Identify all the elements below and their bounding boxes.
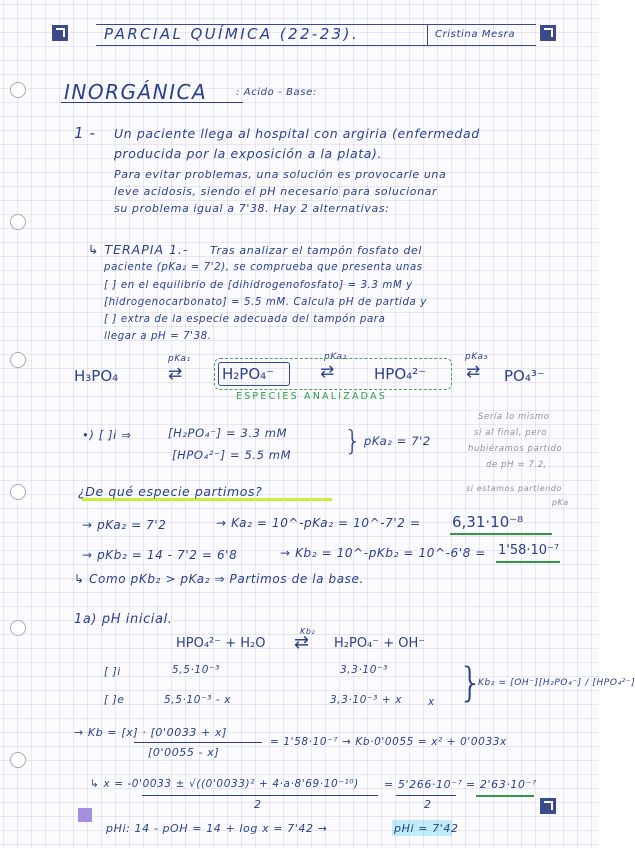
x-denominator: 2 [254, 798, 262, 811]
result-underline [496, 561, 560, 563]
kb-equation-numerator: → Kb = [x] · [0'0033 + x] [74, 726, 228, 739]
side-note-line: si estamos partiendo [466, 484, 563, 493]
therapy-line: [ ] extra de la especie adecuada del tampón para [104, 314, 386, 325]
calc-pka2: → pKa₂ = 7'2 [82, 518, 167, 532]
therapy-line: paciente (pKa₂ = 7'2), se comprueba que presenta unas [104, 262, 423, 273]
reaction-arrow: ⇄ [294, 632, 310, 653]
pka2-value: pKa₂ = 7'2 [364, 434, 431, 448]
side-note-line: pKa [552, 498, 569, 507]
kb2-result: 1'58·10⁻⁷ [498, 543, 560, 558]
kb-equation-rhs: = 1'58·10⁻⁷ → Kb·0'0055 = x² + 0'0033x [270, 736, 507, 748]
question-text: ¿De qué especie partimos? [78, 484, 263, 499]
x-equation: ↳ x = -0'0033 ± √((0'0033)² + 4·a·8'69·10⁻¹⁰) [90, 778, 359, 790]
binder-hole [10, 82, 26, 98]
therapy-line: [hidrogenocarbonato] = 5.5 mM. Calcula pH de partida y [104, 297, 427, 308]
binder-hole [10, 214, 26, 230]
species-h2po4: H₂PO₄⁻ [222, 365, 275, 383]
part-a-label: 1a) pH inicial. [74, 612, 173, 627]
row-eq-label: [ ]e [104, 694, 125, 706]
reaction-right: H₂PO₄⁻ + OH⁻ [334, 636, 426, 651]
problem-line: leve acidosis, siendo el pH necesario para solucionar [114, 185, 438, 198]
row-initial-label: [ ]i [104, 666, 121, 678]
ph-calculation: pHi: 14 - pOH = 14 + log x = 7'42 → [106, 822, 328, 835]
side-note-line: Sería lo mismo [478, 412, 550, 422]
side-note-line: de pH = 7.2, [486, 460, 548, 470]
brace-icon: } [344, 424, 362, 457]
equilibrium-arrow: ⇄ [466, 362, 481, 382]
corner-marker-icon [540, 25, 556, 41]
section-subtitle: : Acido - Base: [236, 87, 317, 98]
conc-label: •) [ ]i ⇒ [82, 428, 132, 442]
pka1-label: pKa₁ [168, 354, 191, 364]
problem-line: Para evitar problemas, una solución es provocarle una [114, 168, 447, 181]
row-eq-value: x [428, 696, 435, 708]
section-title-underline [61, 82, 243, 103]
corner-marker-icon [52, 25, 68, 41]
species-po4: PO₄³⁻ [504, 367, 545, 385]
analyzed-species-label: ESPECIES ANALIZADAS [236, 391, 387, 402]
conclusion-text: ↳ Como pKb₂ > pKa₂ ⇒ Partimos de la base. [74, 572, 364, 586]
fraction-bar [134, 742, 262, 743]
corner-marker-icon [540, 798, 556, 814]
side-note-line: hubiéramos partido [468, 444, 563, 454]
row-initial-value: 3,3·10⁻³ [340, 664, 388, 676]
fraction-bar [396, 795, 456, 796]
row-initial-value: 5,5·10⁻³ [172, 664, 220, 676]
species-hpo4: HPO₄²⁻ [374, 365, 427, 383]
pka3-label: pKa₃ [465, 352, 488, 362]
result-underline [450, 533, 552, 535]
section-title: INORGÁNICA [64, 80, 208, 104]
reaction-left: HPO₄²⁻ + H₂O [176, 636, 266, 651]
kb-expression: Kb₂ = [OH⁻][H₂PO₄⁻] / [HPO₄²⁻] [478, 678, 635, 688]
row-eq-value: 5,5·10⁻³ - x [164, 694, 232, 706]
result-underline [476, 795, 534, 797]
therapy-line: llegar a pH = 7'38. [104, 331, 212, 342]
equilibrium-arrow: ⇄ [320, 362, 335, 382]
kb-equation-denominator: [0'0055 - x] [148, 746, 220, 759]
reaction-kb2-label: Kb₂ [300, 627, 316, 636]
pka2-label: pKa₂ [324, 352, 347, 362]
author-name: Cristina Mesra [435, 29, 516, 40]
corner-square-icon [78, 808, 92, 822]
binder-hole [10, 752, 26, 768]
side-note-line: si al final, pero [474, 428, 547, 438]
fraction-bar [142, 795, 378, 796]
brace-icon: } [458, 660, 484, 706]
binder-hole [10, 484, 26, 500]
binder-hole [10, 352, 26, 368]
ph-final: pHi = 7'42 [394, 822, 459, 835]
equilibrium-arrow: ⇄ [168, 364, 183, 384]
calc-kb2: → Kb₂ = 10^-pKb₂ = 10^-6'8 = [280, 546, 486, 560]
problem-line: producida por la exposición a la plata). [114, 146, 383, 161]
problem-line: su problema igual a 7'38. Hay 2 alternativas: [114, 202, 390, 215]
problem-line: Un paciente llega al hospital con argiria (enfermedad [114, 126, 480, 141]
therapy-line: [ ] en el equilibrio de [dihidrogenofosfato] = 3.3 mM y [104, 280, 413, 291]
x-intermediate-den: 2 [424, 798, 432, 811]
problem-number: 1 - [74, 124, 96, 142]
therapy-line: Tras analizar el tampón fosfato del [210, 244, 423, 257]
header-divider [427, 24, 428, 46]
x-result: = 2'63·10⁻⁷ [466, 778, 538, 791]
page-title: PARCIAL QUÍMICA (22-23). [104, 25, 360, 43]
conc-hpo4: [HPO₄²⁻] = 5.5 mM [172, 448, 292, 462]
binder-hole [10, 620, 26, 636]
conc-h2po4: [H₂PO₄⁻] = 3.3 mM [168, 426, 288, 440]
calc-ka2: → Ka₂ = 10^-pKa₂ = 10^-7'2 = [216, 516, 421, 530]
species-h3po4: H₃PO₄ [74, 367, 119, 385]
row-eq-value: 3,3·10⁻³ + x [330, 694, 403, 706]
calc-pkb2: → pKb₂ = 14 - 7'2 = 6'8 [82, 548, 238, 562]
therapy-label: ↳ TERAPIA 1.- [88, 242, 189, 257]
ka2-result: 6,31·10⁻⁸ [452, 513, 524, 531]
x-intermediate: = 5'266·10⁻⁷ [384, 778, 463, 791]
